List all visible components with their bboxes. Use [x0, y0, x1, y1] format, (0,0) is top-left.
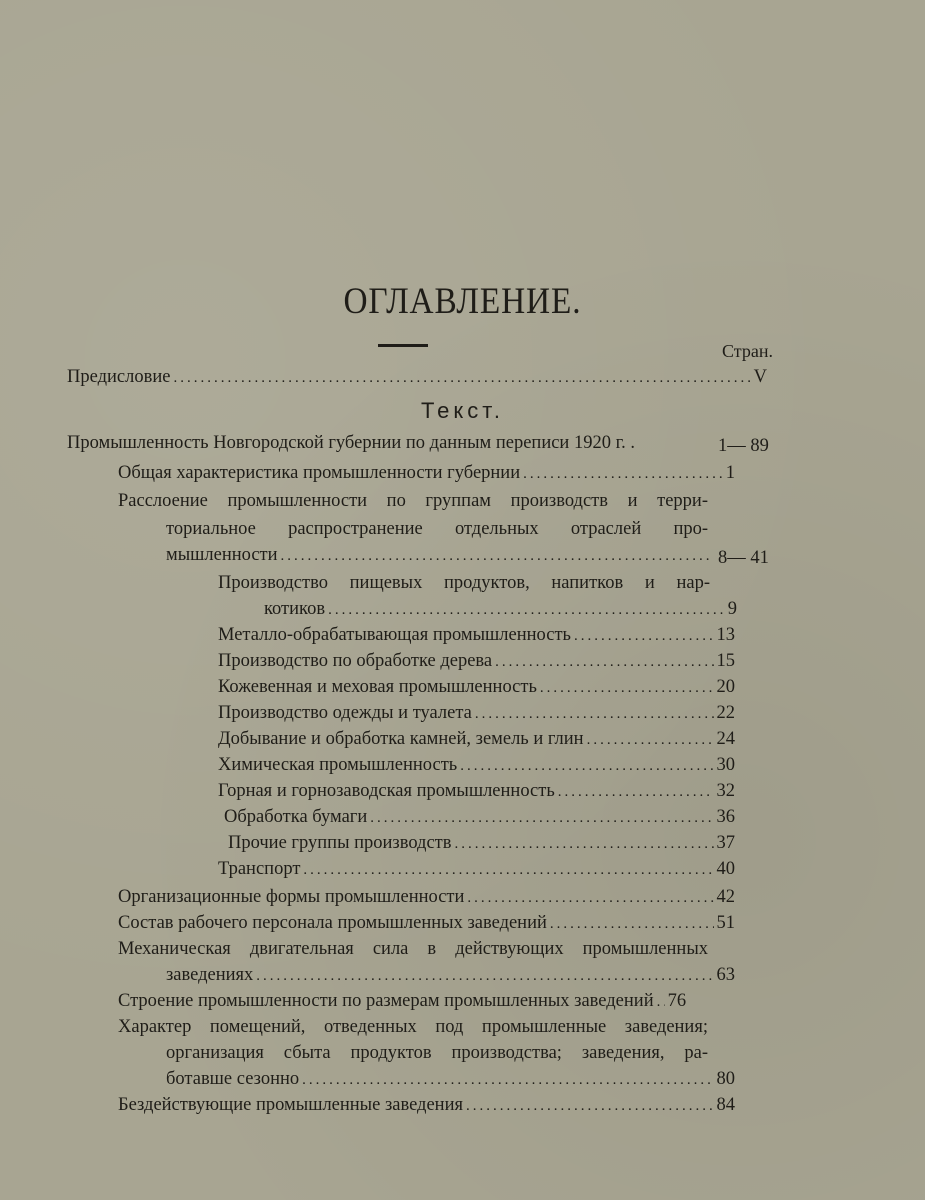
toc-entry-preface: Предисловие ..... V [67, 367, 767, 393]
toc-entry-line: ториальное распространение отдельных отраслей про- [166, 519, 708, 539]
toc-entry: Производство по обработке дерева ..... 15 [218, 651, 735, 677]
toc-entry-line: Производство пищевых продуктов, напитков и нар- [218, 573, 710, 593]
toc-entry: Состав рабочего персонала промышленных заведений ..... 51 [118, 913, 735, 939]
toc-entry: Организационные формы промышленности ..... 42 [118, 887, 735, 913]
toc-entry-line: организация сбыта продуктов производства; заведения, ра- [166, 1043, 708, 1063]
toc-entry: Бездействующие промышленные заведения ..... 84 [118, 1095, 735, 1121]
toc-entry-line: Расслоение промышленности по группам производств и терри- [118, 491, 708, 511]
toc-entry: Обработка бумаги ..... 36 [224, 807, 735, 833]
toc-entry: ботавше сезонно ..... 80 [166, 1069, 735, 1095]
toc-entry-main: Промышленность Новгородской губернии по данным переписи 1920 г. . [67, 433, 635, 453]
toc-entry: Химическая промышленность ..... 30 [218, 755, 735, 781]
toc-entry: Прочие группы производств ..... 37 [228, 833, 735, 859]
toc-entry: Строение промышленности по размерам промышленных заведений ..... 76 [118, 991, 735, 1017]
toc-entry: Добывание и обработка камней, земель и глин ..... 24 [218, 729, 735, 755]
section-heading: Текст. [420, 398, 505, 423]
toc-entry-line: Механическая двигательная сила в действующих промышленных [118, 939, 708, 959]
toc-entry: Горная и горнозаводская промышленность ..... 32 [218, 781, 735, 807]
toc-entry: Металло-обрабатывающая промышленность ..... 13 [218, 625, 735, 651]
toc-entry: мышленности ..... [166, 545, 714, 571]
toc-entry: котиков ..... 9 [264, 599, 737, 625]
toc-entry: Транспорт ..... 40 [218, 859, 735, 885]
toc-entry: заведениях ..... 63 [166, 965, 735, 991]
page-title: ОГЛАВЛЕНИЕ. [343, 281, 582, 322]
toc-page-range: 1— 89 [718, 436, 769, 456]
page-column-header: Стран. [722, 341, 773, 361]
title-underline [378, 344, 428, 347]
toc-entry: Общая характеристика промышленности губернии ..... 1 [118, 463, 735, 489]
toc-entry: Кожевенная и меховая промышленность ..... 20 [218, 677, 735, 703]
toc-page-range: 8— 41 [718, 548, 769, 568]
toc-entry-line: Характер помещений, отведенных под промышленные заведения; [118, 1017, 708, 1037]
toc-entry: Производство одежды и туалета ..... 22 [218, 703, 735, 729]
